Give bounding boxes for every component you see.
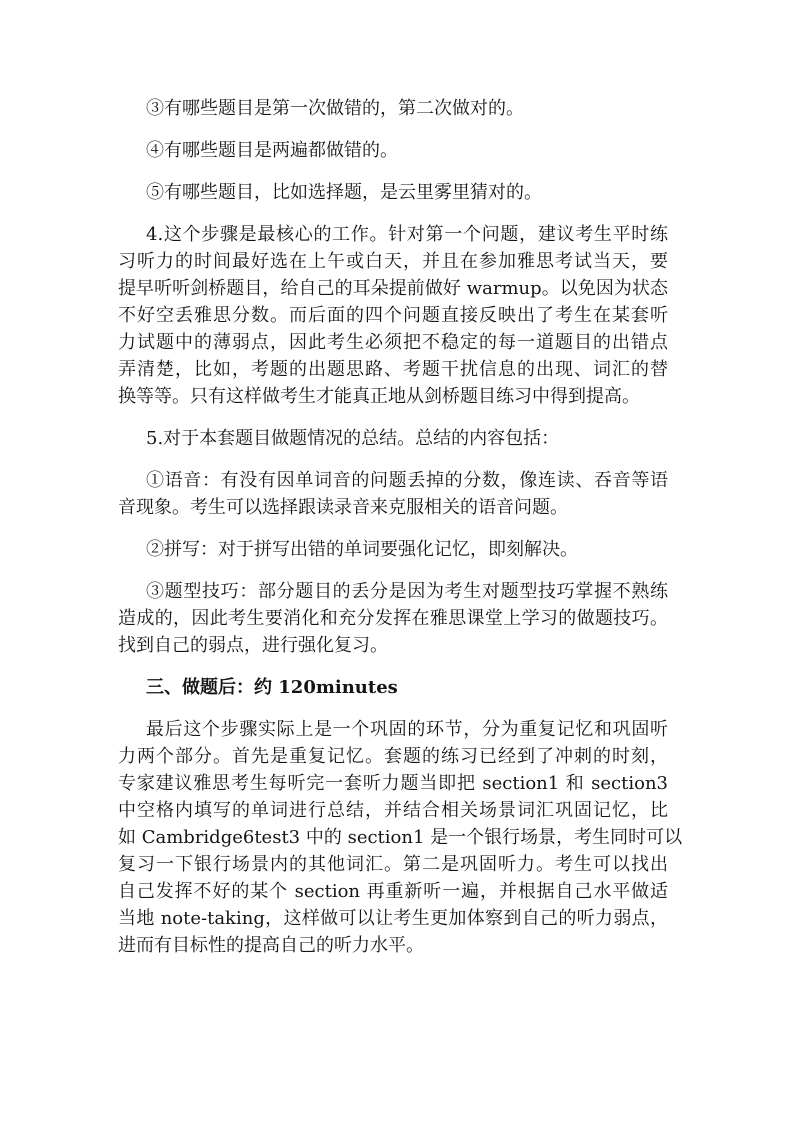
text-line: 5.对于本套题目做题情况的总结。总结的内容包括： — [146, 428, 560, 449]
section-heading — [118, 674, 668, 701]
text-line: 习听力的时间最好选在上午或白天，并且在参加雅思考试当天，要 — [118, 251, 668, 272]
step-5-paragraph — [118, 425, 668, 452]
summary-item-question-skills — [118, 578, 668, 659]
summary-item-pronunciation — [118, 467, 668, 521]
text-line: 力两个部分。首先是重复记忆。套题的练习已经到了冲刺的时刻， — [118, 746, 668, 767]
text-line: 提早听听剑桥题目，给自己的耳朵提前做好 warmup。以免因为状态 — [118, 278, 668, 299]
text-line: ①语音：有没有因单词音的问题丢掉的分数，像连读、吞音等语 — [146, 470, 668, 491]
summary-item-spelling — [118, 536, 668, 563]
text-line: 造成的，因此考生要消化和充分发挥在雅思课堂上学习的做题技巧。 — [118, 608, 668, 629]
text-line: 不好空丢雅思分数。而后面的四个问题直接反映出了考生在某套听 — [118, 305, 668, 326]
text-line: 弄清楚，比如，考题的出题思路、考题干扰信息的出现、词汇的替 — [118, 359, 668, 380]
text-line: ②拼写：对于拼写出错的单词要强化记忆，即刻解决。 — [146, 539, 578, 560]
text-line: ⑤有哪些题目，比如选择题，是云里雾里猜对的。 — [146, 182, 542, 203]
list-item-5 — [118, 179, 668, 206]
text-line: ③题型技巧：部分题目的丢分是因为考生对题型技巧掌握不熟练 — [146, 581, 668, 602]
text-line: 专家建议雅思考生每听完一套听力题当即把 section1 和 section3 — [118, 773, 668, 794]
text-line: 中空格内填写的单词进行总结，并结合相关场景词汇巩固记忆，比 — [118, 800, 668, 821]
text-line: 当地 note-taking，这样做可以让考生更加体察到自己的听力弱点， — [118, 908, 668, 929]
list-item-4 — [118, 137, 668, 164]
heading-text: 三、做题后：约 120minutes — [146, 677, 398, 698]
text-line: ③有哪些题目是第一次做错的，第二次做对的。 — [146, 98, 524, 119]
text-line: 找到自己的弱点，进行强化复习。 — [118, 635, 388, 656]
text-line: 4.这个步骤是最核心的工作。针对第一个问题，建议考生平时练 — [146, 224, 668, 245]
text-line: 复习一下银行场景内的其他词汇。第二是巩固听力。考生可以找出 — [118, 854, 668, 875]
text-line: 自己发挥不好的某个 section 再重新听一遍，并根据自己水平做适 — [118, 881, 668, 902]
document-body — [118, 95, 683, 974]
text-line: ④有哪些题目是两遍都做错的。 — [146, 140, 398, 161]
step-4-paragraph — [118, 221, 668, 410]
text-line: 力试题中的薄弱点，因此考生必须把不稳定的每一道题目的出错点 — [118, 332, 668, 353]
text-line: 最后这个步骤实际上是一个巩固的环节，分为重复记忆和巩固听 — [146, 719, 668, 740]
after-practice-paragraph — [118, 716, 683, 959]
list-item-3 — [118, 95, 668, 122]
text-line: 进而有目标性的提高自己的听力水平。 — [118, 935, 424, 956]
text-line: 音现象。考生可以选择跟读录音来克服相关的语音问题。 — [118, 497, 568, 518]
text-line: 换等等。只有这样做考生才能真正地从剑桥题目练习中得到提高。 — [118, 386, 640, 407]
text-line: 如 Cambridge6test3 中的 section1 是一个银行场景，考生同时可以 — [118, 827, 683, 848]
